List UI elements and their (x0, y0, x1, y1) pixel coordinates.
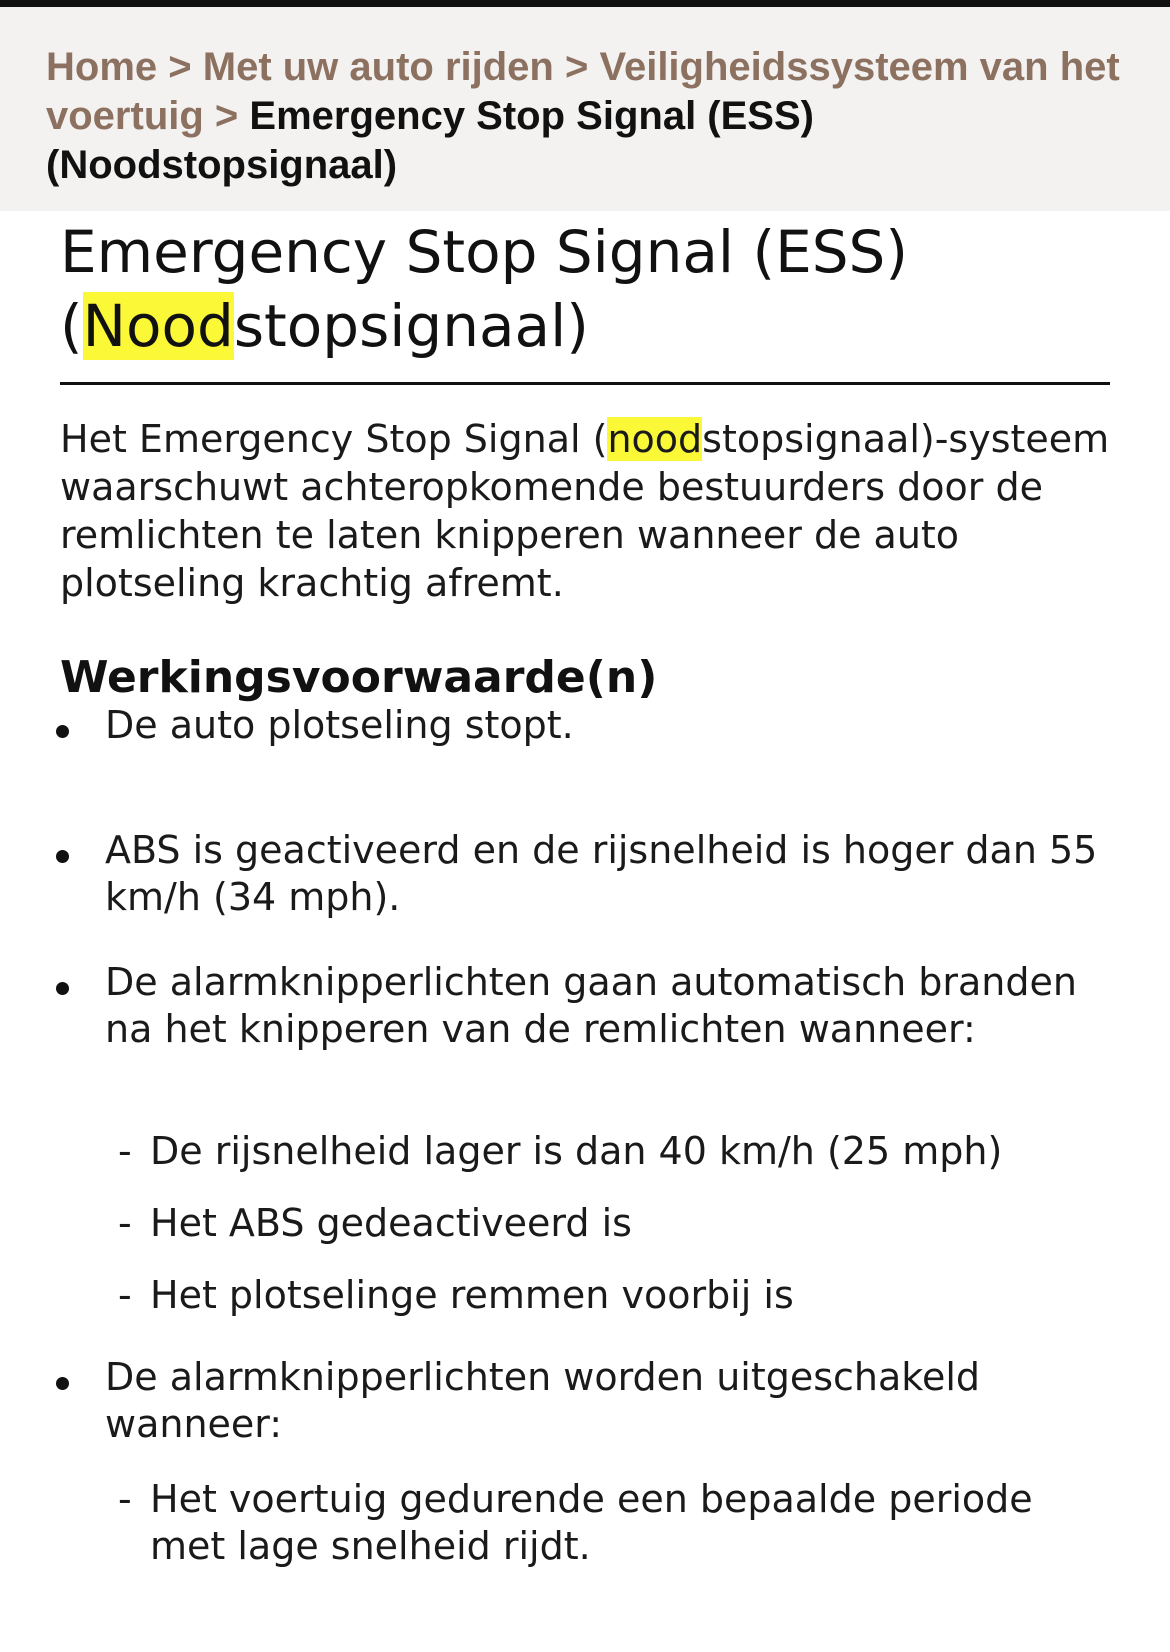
top-border (0, 0, 1170, 7)
breadcrumb-bar (0, 7, 1170, 211)
breadcrumb-separator: > (168, 45, 192, 89)
sub-list-item-text: Het voertuig gedurende een bepaalde periode met lage snelheid rijdt. (150, 1477, 1033, 1568)
breadcrumb (46, 43, 1136, 190)
sub-list-item-text: Het ABS gedeactiveerd is (150, 1201, 632, 1245)
list-item-text: De alarmknipperlichten worden uitgeschakeld wanneer: (105, 1355, 981, 1446)
dash-marker: - (118, 1477, 132, 1521)
intro-search-highlight: nood (607, 417, 703, 461)
page-title-rest: stopsignaal) (233, 292, 589, 360)
sub-list-item-text: De rijsnelheid lager is dan 40 km/h (25 mph) (150, 1129, 1003, 1173)
page-title-search-highlight: Nood (82, 292, 234, 360)
breadcrumb-link-safety-system[interactable]: Veiligheidssysteem van het voertuig (46, 45, 1120, 138)
list-item-text: De alarmknipperlichten gaan automatisch branden na het knipperen van de remlichten wanneer: (105, 960, 1077, 1051)
list-item-text: ABS is geactiveerd en de rijsnelheid is hoger dan 55 km/h (34 mph). (105, 828, 1098, 919)
breadcrumb-current: Emergency Stop Signal (ESS) (Noodstopsignaal) (46, 94, 814, 187)
breadcrumb-link-driving[interactable]: Met uw auto rijden (202, 45, 554, 89)
title-divider (60, 382, 1110, 385)
page-title (60, 215, 1120, 363)
dash-marker: - (118, 1201, 132, 1245)
intro-text-after: stopsignaal)-systeem waarschuwt achteropkomende bestuurders door de remlichten te laten knipperen wanneer de auto plotseling krachtig afremt. (60, 417, 1110, 605)
bullet-icon (56, 850, 69, 863)
sub-list-item-text: Het plotselinge remmen voorbij is (150, 1273, 794, 1317)
dash-marker: - (118, 1273, 132, 1317)
dash-marker: - (118, 1129, 132, 1173)
bullet-icon (56, 725, 69, 738)
bullet-icon (56, 1377, 69, 1390)
page-title-open-paren: ( (60, 292, 83, 360)
breadcrumb-separator: > (214, 94, 239, 138)
breadcrumb-link-home[interactable]: Home (46, 45, 158, 89)
list-item-text: De auto plotseling stopt. (105, 703, 574, 747)
section-heading: Werkingsvoorwaarde(n) (60, 652, 658, 703)
intro-paragraph (60, 415, 1140, 607)
bullet-icon (56, 982, 69, 995)
breadcrumb-separator: > (565, 45, 589, 89)
intro-text-before: Het Emergency Stop Signal ( (60, 417, 608, 461)
page-title-line1: Emergency Stop Signal (ESS) (60, 218, 908, 286)
